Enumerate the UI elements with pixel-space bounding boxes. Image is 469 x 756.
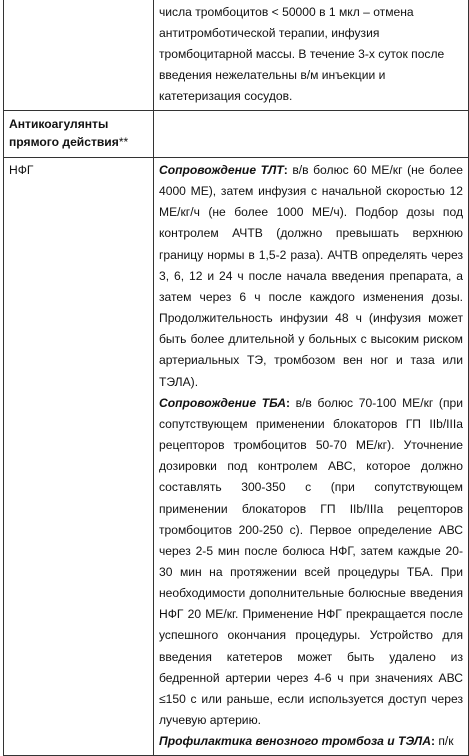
prophylaxis-paragraph: Профилактика венозного тромбоза и ТЭЛА: п/к [159,734,454,749]
table-row [4,111,469,158]
tba-paragraph: Сопровождение ТБА: в/в болюс 70-100 МЕ/кг (при сопутствующем применении блокаторов ГП IIb/IIIa рецепторов тромбоцитов 50-70 МЕ/кг). Уточнение дозировки под контролем АВС, которое должно составлять 300-350 с (при сопутствующем применении блокаторов ГП IIb/IIIa рецепторов тромбоцитов 200-250 с). Первое определение АВС через 2-5 мин после болюса НФГ, затем каждые 20-30 мин на протяжении всей процедуры ТБА. При необходимости дополнительные болюсные введения НФГ 20 МЕ/кг. Применение НФГ прекращается после успешного окончания процедуры. Устройство для введения катетеров может быть удалено из бедренной артерии через 4-6 ч при значениях АВС ≤150 с или раньше, если используется доступ через лучевую артерию. [159,395,463,728]
empty-cell [154,111,469,158]
drug-description-cell [154,158,469,756]
table-row [4,158,469,756]
drug-table [3,0,469,756]
prophylaxis-heading: Профилактика венозного тромбоза и ТЭЛА [159,734,431,749]
tba-heading: Сопровождение ТБА [159,395,286,410]
tlt-text: в/в болюс 60 МЕ/кг (не более 4000 МЕ), затем инфузия с начальной скоростью 12 МЕ/кг/ч (не более 1000 МЕ/ч). Подбор дозы под контролем АЧТВ (должно превышать верхнюю границу нормы в 1,5-2 раза). АЧТВ определять через 3, 6, 12 и 24 ч после начала введения препарата, а затем через 6 ч после каждого изменения дозы. Продолжительность инфузии 48 ч (инфузия может быть более длительной у больных с высоким риском артериальных ТЭ, тромбозом вен ног и таза или ТЭЛА). [159,163,464,389]
tlt-heading: Сопровождение ТЛТ [159,163,284,177]
section-header-cell [4,111,154,158]
tba-text: в/в болюс 70-100 МЕ/кг (при сопутствующем применении блокаторов ГП IIb/IIIa рецепторов тромбоцитов 50-70 МЕ/кг). Уточнение дозировки под контролем АВС, которое должно составлять 300-350 с (при сопутствующем применении блокаторов ГП IIb/IIIa рецепторов тромбоцитов 200-250 с). Первое определение АВС через 2-5 мин после болюса НФГ, затем каждые 20-30 мин на протяжении всей процедуры ТБА. При необходимости дополнительные болюсные введения НФГ 20 МЕ/кг. Применение НФГ прекращается после успешного окончания процедуры. Устройство для введения катетеров может быть удалено из бедренной артерии через 4-6 ч при значениях АВС ≤150 с или раньше, если используется доступ через лучевую артерию. [159,395,463,728]
table-row [4,0,469,111]
empty-cell [4,0,154,111]
prophylaxis-text: п/к [434,734,454,749]
footnote-mark: ** [118,135,129,149]
drug-name: НФГ [9,163,34,177]
section-header-label: Антикоагулянты прямого действия [9,117,119,149]
tlt-paragraph: Сопровождение ТЛТ: в/в болюс 60 МЕ/кг (не более 4000 МЕ), затем инфузия с начальной скоростью 12 МЕ/кг/ч (не более 1000 МЕ/ч). Подбор дозы под контролем АЧТВ (должно превышать верхнюю границу нормы в 1,5-2 раза). АЧТВ определять через 3, 6, 12 и 24 ч после начала введения препарата, а затем через 6 ч после каждого изменения дозы. Продолжительность инфузии 48 ч (инфузия может быть более длительной у больных с высоким риском артериальных ТЭ, тромбозом вен ног и таза или ТЭЛА). [159,163,464,389]
continuation-text: числа тромбоцитов < 50000 в 1 мкл – отмена антитромботической терапии, инфузия тромбоцитарной массы. В течение 3-х суток после введения нежелательны в/м инъекции и катетеризация сосудов. [159,5,445,103]
continuation-cell [154,0,469,111]
drug-name-cell [4,158,154,756]
